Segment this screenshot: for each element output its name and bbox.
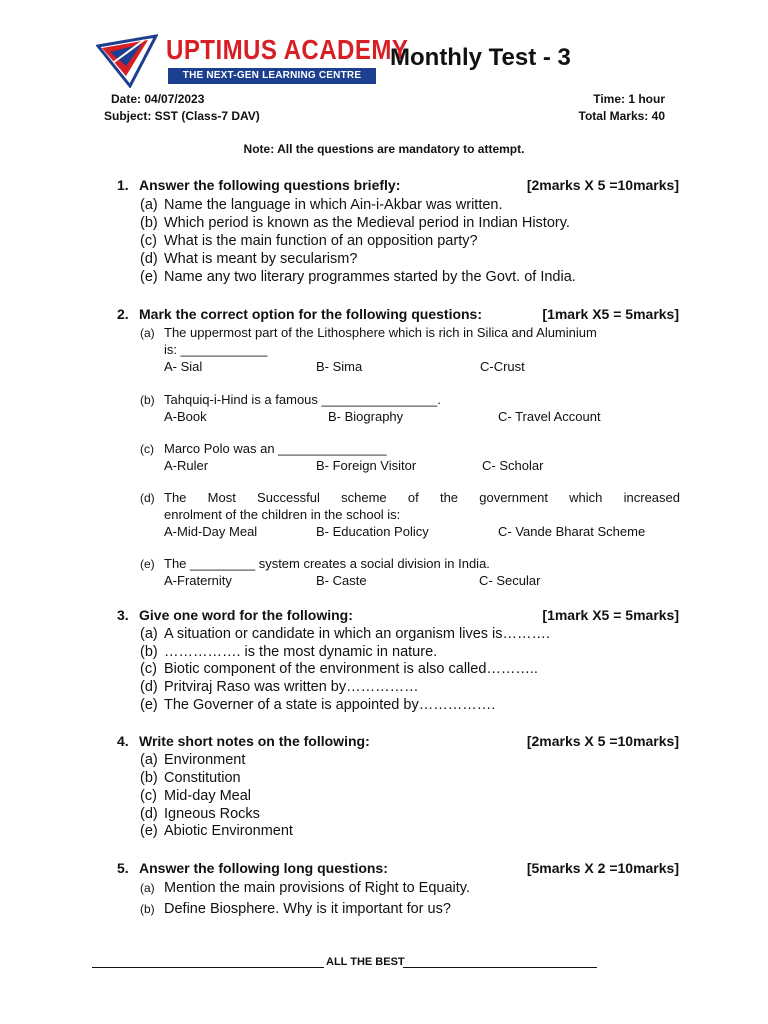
q2-item-c: (c) Marco Polo was an _______________ — [140, 441, 387, 456]
q4-item-a: (a) Environment — [140, 752, 246, 768]
q2-a-option-b: B- Sima — [316, 359, 363, 374]
q2-e-option-b: B- Caste — [316, 573, 367, 588]
q3-item-b: (b) ……………. is the most dynamic in nature. — [140, 644, 438, 660]
q4-item-e: (e) Abiotic Environment — [140, 823, 293, 839]
q1-item-a: (a) Name the language in which Ain-i-Akbar was written. — [140, 197, 503, 213]
q5-item-a: (a) Mention the main provisions of Right to Equaity. — [140, 880, 471, 896]
question-4-marks: [2marks X 5 =10marks] — [526, 733, 679, 749]
brand-name: UPTIMUS ACADEMY — [166, 34, 409, 65]
q2-b-option-c: C- Travel Account — [498, 409, 601, 424]
question-3-heading: 3. Give one word for the following: [1mark X5 = 5marks] — [117, 607, 679, 623]
q2-item-d: (d) The Most Successful scheme of the government which increased — [140, 490, 680, 505]
question-2-heading: 2. Mark the correct option for the following questions: [1mark X5 = 5marks] — [117, 306, 679, 322]
q3-item-d: (d) Pritviraj Raso was written by…………… — [140, 679, 419, 695]
q2-c-option-b: B- Foreign Visitor — [316, 458, 417, 473]
test-title: Monthly Test - 3 — [390, 44, 571, 71]
q2-e-option-a: A-Fraternity — [164, 573, 232, 588]
q2-a-option-c: C-Crust — [480, 359, 525, 374]
q2-item-a: (a) The uppermost part of the Lithosphere which is rich in Silica and Aluminium — [140, 325, 597, 340]
q4-item-b: (b) Constitution — [140, 770, 241, 786]
q1-item-d: (d) What is meant by secularism? — [140, 251, 358, 267]
q2-c-option-a: A-Ruler — [164, 458, 209, 473]
footer-rule-right — [403, 967, 597, 968]
q4-item-c: (c) Mid-day Meal — [140, 788, 252, 804]
total-marks: Total Marks: 40 — [578, 109, 665, 123]
question-4-heading: 4. Write short notes on the following: [2marks X 5 =10marks] — [117, 733, 679, 749]
q2-b-option-a: A-Book — [164, 409, 207, 424]
q2-e-option-c: C- Secular — [479, 573, 541, 588]
test-date: Date: 04/07/2023 — [111, 92, 205, 106]
academy-logo-icon — [96, 32, 158, 88]
question-1-marks: [2marks X 5 =10marks] — [526, 177, 679, 193]
q2-d-option-a: A-Mid-Day Meal — [164, 524, 258, 539]
q2-d-option-c: C- Vande Bharat Scheme — [498, 524, 646, 539]
question-3-marks: [1mark X5 = 5marks] — [542, 607, 679, 623]
q2-item-e: (e) The _________ system creates a social division in India. — [140, 556, 490, 571]
instructions-note: Note: All the questions are mandatory to attempt. — [243, 142, 525, 156]
q1-item-b: (b) Which period is known as the Medieval period in Indian History. — [140, 215, 570, 231]
question-1-heading: 1. Answer the following questions briefly: [2marks X 5 =10marks] — [117, 177, 679, 193]
footer-message: ALL THE BEST — [326, 956, 405, 968]
q2-item-d-line2: enrolment of the children in the school is: — [164, 507, 401, 522]
q3-item-c: (c) Biotic component of the environment is also called……….. — [140, 661, 538, 677]
test-subject: Subject: SST (Class-7 DAV) — [104, 109, 260, 123]
brand-tagline: THE NEXT-GEN LEARNING CENTRE — [168, 68, 376, 84]
test-time: Time: 1 hour — [593, 92, 665, 106]
q3-item-e: (e) The Governer of a state is appointed by……………. — [140, 697, 496, 713]
q2-item-b: (b) Tahquiq-i-Hind is a famous ________________. — [140, 392, 441, 407]
q2-a-option-a: A- Sial — [164, 359, 203, 374]
q5-item-b: (b) Define Biosphere. Why is it important for us? — [140, 901, 451, 917]
question-5-marks: [5marks X 2 =10marks] — [526, 860, 679, 876]
footer-rule-left — [92, 967, 324, 968]
question-5-heading: 5. Answer the following long questions: [5marks X 2 =10marks] — [117, 860, 679, 876]
academy-logo — [96, 32, 409, 88]
q1-item-e: (e) Name any two literary programmes started by the Govt. of India. — [140, 269, 576, 285]
q2-item-a-blank: is: ____________ — [164, 342, 268, 357]
q1-item-c: (c) What is the main function of an opposition party? — [140, 233, 478, 249]
q4-item-d: (d) Igneous Rocks — [140, 806, 260, 822]
question-2-marks: [1mark X5 = 5marks] — [542, 306, 679, 322]
q3-item-a: (a) A situation or candidate in which an organism lives is………. — [140, 626, 551, 642]
q2-c-option-c: C- Scholar — [482, 458, 544, 473]
q2-b-option-b: B- Biography — [328, 409, 404, 424]
q2-d-option-b: B- Education Policy — [316, 524, 429, 539]
